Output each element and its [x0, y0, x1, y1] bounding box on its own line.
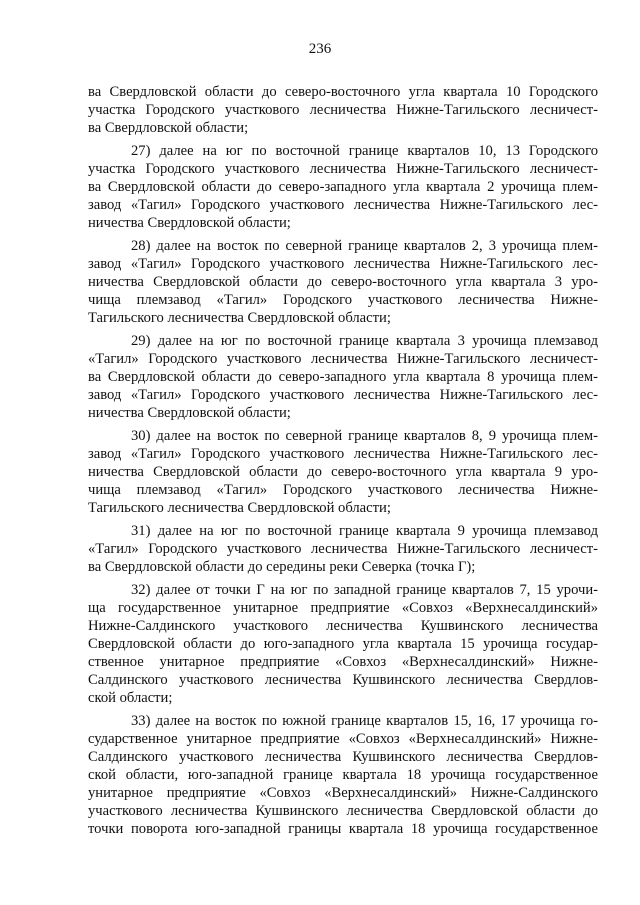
- text-line: участка Городского участкового лесничества Нижне-Тагильского лесничест-: [88, 161, 598, 177]
- text-line: ничества Свердловской области;: [88, 405, 291, 421]
- text-line: Салдинского участкового лесничества Кушвинского лесничества Свердлов-: [88, 749, 598, 765]
- text-line: ва Свердловской области;: [88, 120, 249, 136]
- text-line: сударственное унитарное предприятие «Совхоз «Верхнесалдинский» Нижне-: [88, 731, 598, 747]
- text-line: завод «Тагил» Городского участкового лесничества Нижне-Тагильского лес-: [88, 256, 598, 272]
- text-line: чища племзавод «Тагил» Городского участкового лесничества Нижне-: [88, 292, 598, 308]
- text-line: ща государственное унитарное предприятие «Совхоз «Верхнесалдинский»: [88, 600, 598, 616]
- text-line: завод «Тагил» Городского участкового лесничества Нижне-Тагильского лес-: [88, 387, 598, 403]
- text-line: ничества Свердловской области;: [88, 215, 291, 231]
- page-number: 236: [308, 41, 332, 57]
- text-line: 30) далее на восток по северной границе кварталов 8, 9 урочища плем-: [131, 428, 598, 444]
- text-line: ственное унитарное предприятие «Совхоз «Верхнесалдинский» Нижне-: [88, 654, 598, 670]
- text-line: участка Городского участкового лесничества Нижне-Тагильского лесничест-: [88, 102, 598, 118]
- text-line: ской области, юго-западной границе квартала 18 урочища государственное: [88, 767, 598, 783]
- text-line: точки поворота юго-западной границы квартала 18 урочища государственное: [88, 821, 598, 837]
- text-line: завод «Тагил» Городского участкового лесничества Нижне-Тагильского лес-: [88, 446, 598, 462]
- text-line: ничества Свердловской области до северо-восточного угла квартала 9 уро-: [88, 464, 598, 480]
- text-line: Салдинского участкового лесничества Кушвинского лесничества Свердлов-: [88, 672, 598, 688]
- text-line: Тагильского лесничества Свердловской области;: [88, 500, 391, 516]
- text-line: ва Свердловской области до северо-восточного угла квартала 10 Городского: [88, 84, 598, 100]
- text-line: Нижне-Салдинского участкового лесничества Кушвинского лесничества: [88, 618, 598, 634]
- text-line: Тагильского лесничества Свердловской области;: [88, 310, 391, 326]
- text-line: чища племзавод «Тагил» Городского участкового лесничества Нижне-: [88, 482, 598, 498]
- text-line: ва Свердловской области до северо-западного угла квартала 8 урочища плем-: [88, 369, 598, 385]
- text-line: 33) далее на восток по южной границе кварталов 15, 16, 17 урочища го-: [131, 713, 598, 729]
- text-line: ской области;: [88, 690, 173, 706]
- text-line: ва Свердловской области до северо-западного угла квартала 2 урочища плем-: [88, 179, 598, 195]
- text-line: участкового лесничества Кушвинского лесничества Свердловской области до: [88, 803, 598, 819]
- text-line: Свердловской области до юго-западного угла квартала 15 урочища государ-: [88, 636, 598, 652]
- text-line: ничества Свердловской области до северо-восточного угла квартала 3 уро-: [88, 274, 598, 290]
- text-line: 31) далее на юг по восточной границе квартала 9 урочища племзавод: [131, 523, 598, 539]
- text-line: «Тагил» Городского участкового лесничества Нижне-Тагильского лесничест-: [88, 541, 598, 557]
- text-line: унитарное предприятие «Совхоз «Верхнесалдинский» Нижне-Салдинского: [88, 785, 598, 801]
- text-line: 32) далее от точки Г на юг по западной границе кварталов 7, 15 урочи-: [131, 582, 598, 598]
- text-line: ва Свердловской области до середины реки Северка (точка Г);: [88, 559, 476, 575]
- text-line: 29) далее на юг по восточной границе квартала 3 урочища племзавод: [131, 333, 598, 349]
- text-line: завод «Тагил» Городского участкового лесничества Нижне-Тагильского лес-: [88, 197, 598, 213]
- text-line: «Тагил» Городского участкового лесничества Нижне-Тагильского лесничест-: [88, 351, 598, 367]
- text-line: 28) далее на восток по северной границе кварталов 2, 3 урочища плем-: [131, 238, 598, 254]
- text-line: 27) далее на юг по восточной границе кварталов 10, 13 Городского: [131, 143, 598, 159]
